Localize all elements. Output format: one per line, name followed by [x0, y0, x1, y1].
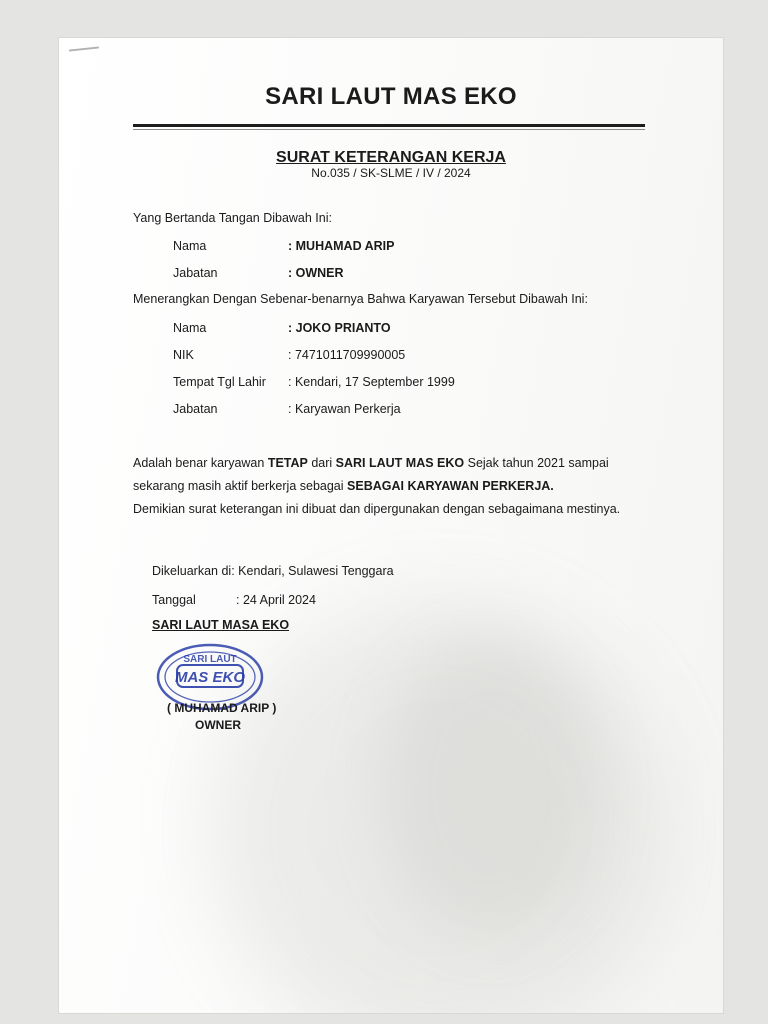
letterhead-rule: [133, 124, 645, 127]
date-value: : 24 April 2024: [236, 593, 316, 607]
row-value: : MUHAMAD ARIP: [288, 239, 395, 253]
row-label: NIK: [173, 348, 194, 362]
row-value: : OWNER: [288, 266, 344, 280]
employee-row: [173, 321, 391, 335]
intro-text: Yang Bertanda Tangan Dibawah Ini:: [133, 211, 332, 225]
body-line-3: Demikian surat keterangan ini dibuat dan dipergunakan dengan sebagaimana mestinya.: [133, 502, 621, 516]
issue-date-row: [152, 593, 316, 607]
signer-role: OWNER: [195, 718, 241, 732]
signatory-row: [173, 239, 394, 253]
letter-title: SURAT KETERANGAN KERJA: [276, 149, 506, 166]
letter-number: No.035 / SK-SLME / IV / 2024: [311, 166, 471, 180]
body-line-1: Adalah benar karyawan TETAP dari SARI LAUT MAS EKO Sejak tahun 2021 sampai: [133, 456, 609, 470]
row-value: : JOKO PRIANTO: [288, 321, 391, 335]
row-label: Nama: [173, 321, 207, 335]
shadow-overlay: [209, 598, 669, 1013]
statement-text: Menerangkan Dengan Sebenar-benarnya Bahwa Karyawan Tersebut Dibawah Ini:: [133, 292, 588, 306]
signer-name: ( MUHAMAD ARIP ): [167, 701, 277, 715]
body-line-2: sekarang masih aktif berkerja sebagai SEBAGAI KARYAWAN PERKERJA.: [133, 479, 554, 493]
stamp-center-text: MAS EKO: [174, 669, 246, 686]
employee-row: [173, 375, 455, 389]
row-label: Tempat Tgl Lahir: [173, 375, 266, 389]
company-letterhead: SARI LAUT MAS EKO: [265, 83, 517, 110]
pencil-mark: [69, 46, 99, 51]
row-value: : Kendari, 17 September 1999: [288, 375, 455, 389]
date-label: Tanggal: [152, 593, 196, 607]
shadow-overlay: [379, 638, 599, 938]
row-label: Nama: [173, 239, 207, 253]
issued-place: Dikeluarkan di: Kendari, Sulawesi Tenggara: [152, 564, 394, 578]
letterhead-rule-thin: [133, 129, 645, 130]
row-label: Jabatan: [173, 266, 218, 280]
row-label: Jabatan: [173, 402, 218, 416]
employee-row: [173, 348, 405, 362]
company-signature-heading: SARI LAUT MASA EKO: [152, 618, 290, 632]
employee-row: [173, 402, 401, 416]
row-value: : 7471011709990005: [288, 348, 406, 362]
letter-page: [59, 38, 723, 1013]
row-value: : Karyawan Perkerja: [288, 402, 401, 416]
signatory-row: [173, 266, 344, 280]
stamp-top-text: SARI LAUT: [183, 654, 237, 665]
